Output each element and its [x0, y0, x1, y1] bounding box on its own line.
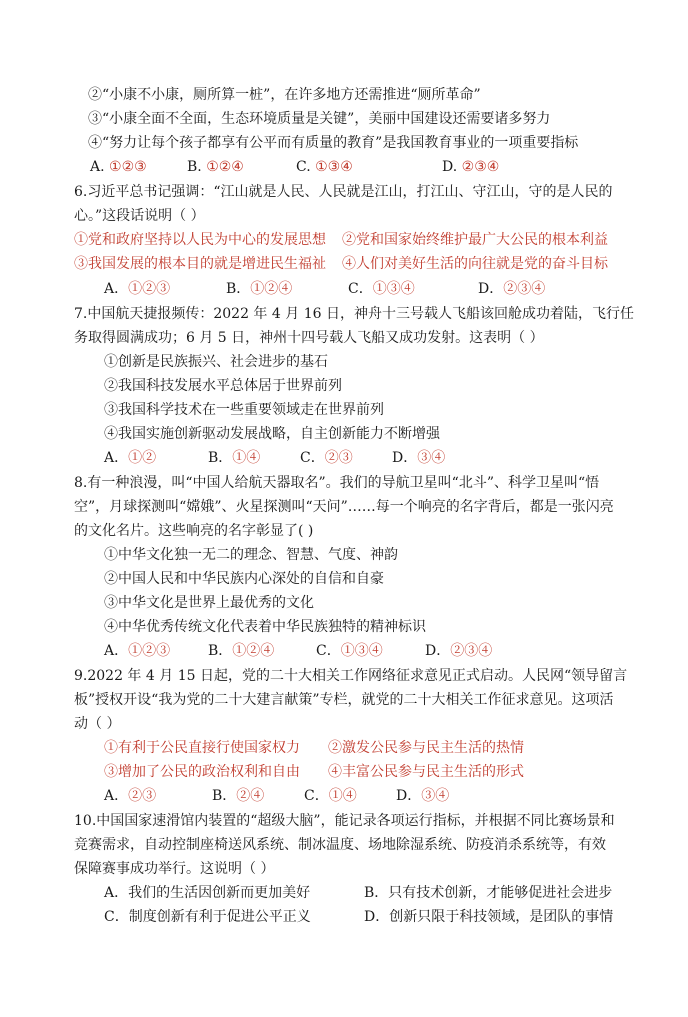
q6-item-4: ④人们对美好生活的向往就是党的奋斗目标 [342, 256, 608, 272]
q6-option-a: A．①②③ [104, 281, 171, 297]
q8-option-d: D．②③④ [425, 643, 493, 659]
q6-option-b: B．①②④ [226, 281, 293, 297]
q7-option-c: C．②③ [300, 450, 353, 466]
q6-stem-line1: 6.习近平总书记强调：“江山就是人民、人民就是江山，打江山、守江山，守的是人民的 [74, 184, 613, 200]
q6-option-d: D．②③④ [478, 281, 546, 297]
q5-item-3: ③“小康全面不全面，生态环境质量是关键”，美丽中国建设还需要诸多努力 [88, 111, 551, 127]
q10-stem-line1: 10.中国国家速滑馆内装置的“超级大脑”，能记录各项运行指标，并根据不同比赛场景和 [74, 813, 615, 829]
q8-option-a: A．①②③ [104, 643, 171, 659]
q10-option-d: D．创新只限于科技领域，是团队的事情 [364, 909, 614, 925]
q9-item-1: ①有利于公民直接行使国家权力 [104, 740, 300, 756]
q7-option-a: A．①② [104, 450, 157, 466]
q5-option-b: B. ①②④ [187, 159, 244, 175]
q9-stem-line2: 板”授权开设“我为党的二十大建言献策”专栏，就党的二十大相关工作征求意见。这项活 [74, 692, 614, 708]
q9-stem-line1: 9.2022 年 4 月 15 日起，党的二十大相关工作网络征求意见正式启动。人民网“领导留言 [74, 668, 628, 684]
q6-item-1: ①党和政府坚持以人民为中心的发展思想 [74, 232, 326, 248]
q8-stem-line2: 空”，月球探测叫“嫦娥”、火星探测叫“天问”……每一个响亮的名字背后，都是一张闪亮 [74, 499, 614, 515]
q5-option-a: A. ①②③ [90, 159, 147, 175]
q10-option-b: B．只有技术创新，才能够促进社会进步 [364, 885, 613, 901]
q10-option-a: A．我们的生活因创新而更加美好 [104, 885, 311, 901]
q7-item-3: ③我国科学技术在一些重要领域走在世界前列 [104, 402, 384, 418]
q6-option-c: C．①③④ [348, 281, 415, 297]
q5-option-d: D. ②③④ [442, 159, 500, 175]
q10-stem-line2: 竞赛需求，自动控制座椅送风系统、制冰温度、场地除湿系统、防疫消杀系统等，有效 [74, 837, 606, 853]
q7-item-4: ④我国实施创新驱动发展战略，自主创新能力不断增强 [104, 426, 440, 442]
q5-option-c: C. ①③④ [296, 159, 353, 175]
q8-item-1: ①中华文化独一无二的理念、智慧、气度、神韵 [104, 547, 398, 563]
q9-option-c: C．①④ [304, 788, 357, 804]
q9-item-2: ②激发公民参与民主生活的热情 [328, 740, 524, 756]
q8-stem-line3: 的文化名片。这些响亮的名字彰显了( ) [74, 523, 314, 539]
q7-item-2: ②我国科技发展水平总体居于世界前列 [104, 378, 342, 394]
q10-option-c: C．制度创新有利于促进公平正义 [104, 909, 311, 925]
q6-item-2: ②党和国家始终维护最广大公民的根本利益 [342, 232, 608, 248]
q5-item-4: ④“努力让每个孩子都享有公平而有质量的教育”是我国教育事业的一项重要指标 [88, 135, 579, 151]
q7-item-1: ①创新是民族振兴、社会进步的基石 [104, 354, 328, 370]
q9-item-4: ④丰富公民参与民主生活的形式 [328, 764, 524, 780]
q5-item-2: ②“小康不小康，厕所算一桩”，在许多地方还需推进“厕所革命” [88, 87, 481, 103]
q8-option-b: B．①②④ [208, 643, 275, 659]
q9-option-b: B．②④ [212, 788, 265, 804]
q9-option-d: D．③④ [396, 788, 450, 804]
q9-item-3: ③增加了公民的政治权利和自由 [104, 764, 300, 780]
q8-item-3: ③中华文化是世界上最优秀的文化 [104, 595, 314, 611]
q9-stem-line3: 动（ ） [74, 716, 121, 732]
q7-option-b: B．①④ [208, 450, 261, 466]
q10-stem-line3: 保障赛事成功举行。这说明（ ） [74, 861, 275, 877]
q9-option-a: A．②③ [104, 788, 157, 804]
q6-stem-line2: 心。”这段话说明（ ） [74, 208, 205, 224]
q8-stem-line1: 8.有一种浪漫，叫“中国人给航天器取名”。我们的导航卫星叫“北斗”、科学卫星叫“悟 [74, 475, 600, 491]
q7-stem-line1: 7.中国航天捷报频传：2022 年 4 月 16 日，神舟十三号载人飞船该回舱成功着陆，飞行任 [74, 306, 634, 322]
q8-item-4: ④中华优秀传统文化代表着中华民族独特的精神标识 [104, 619, 426, 635]
q8-option-c: C．①③④ [316, 643, 383, 659]
q7-stem-line2: 务取得圆满成功；6 月 5 日，神州十四号载人飞船又成功发射。这表明（ ） [74, 330, 544, 346]
q6-item-3: ③我国发展的根本目的就是增进民生福祉 [74, 256, 326, 272]
q8-item-2: ②中国人民和中华民族内心深处的自信和自豪 [104, 571, 384, 587]
q7-option-d: D．③④ [392, 450, 446, 466]
